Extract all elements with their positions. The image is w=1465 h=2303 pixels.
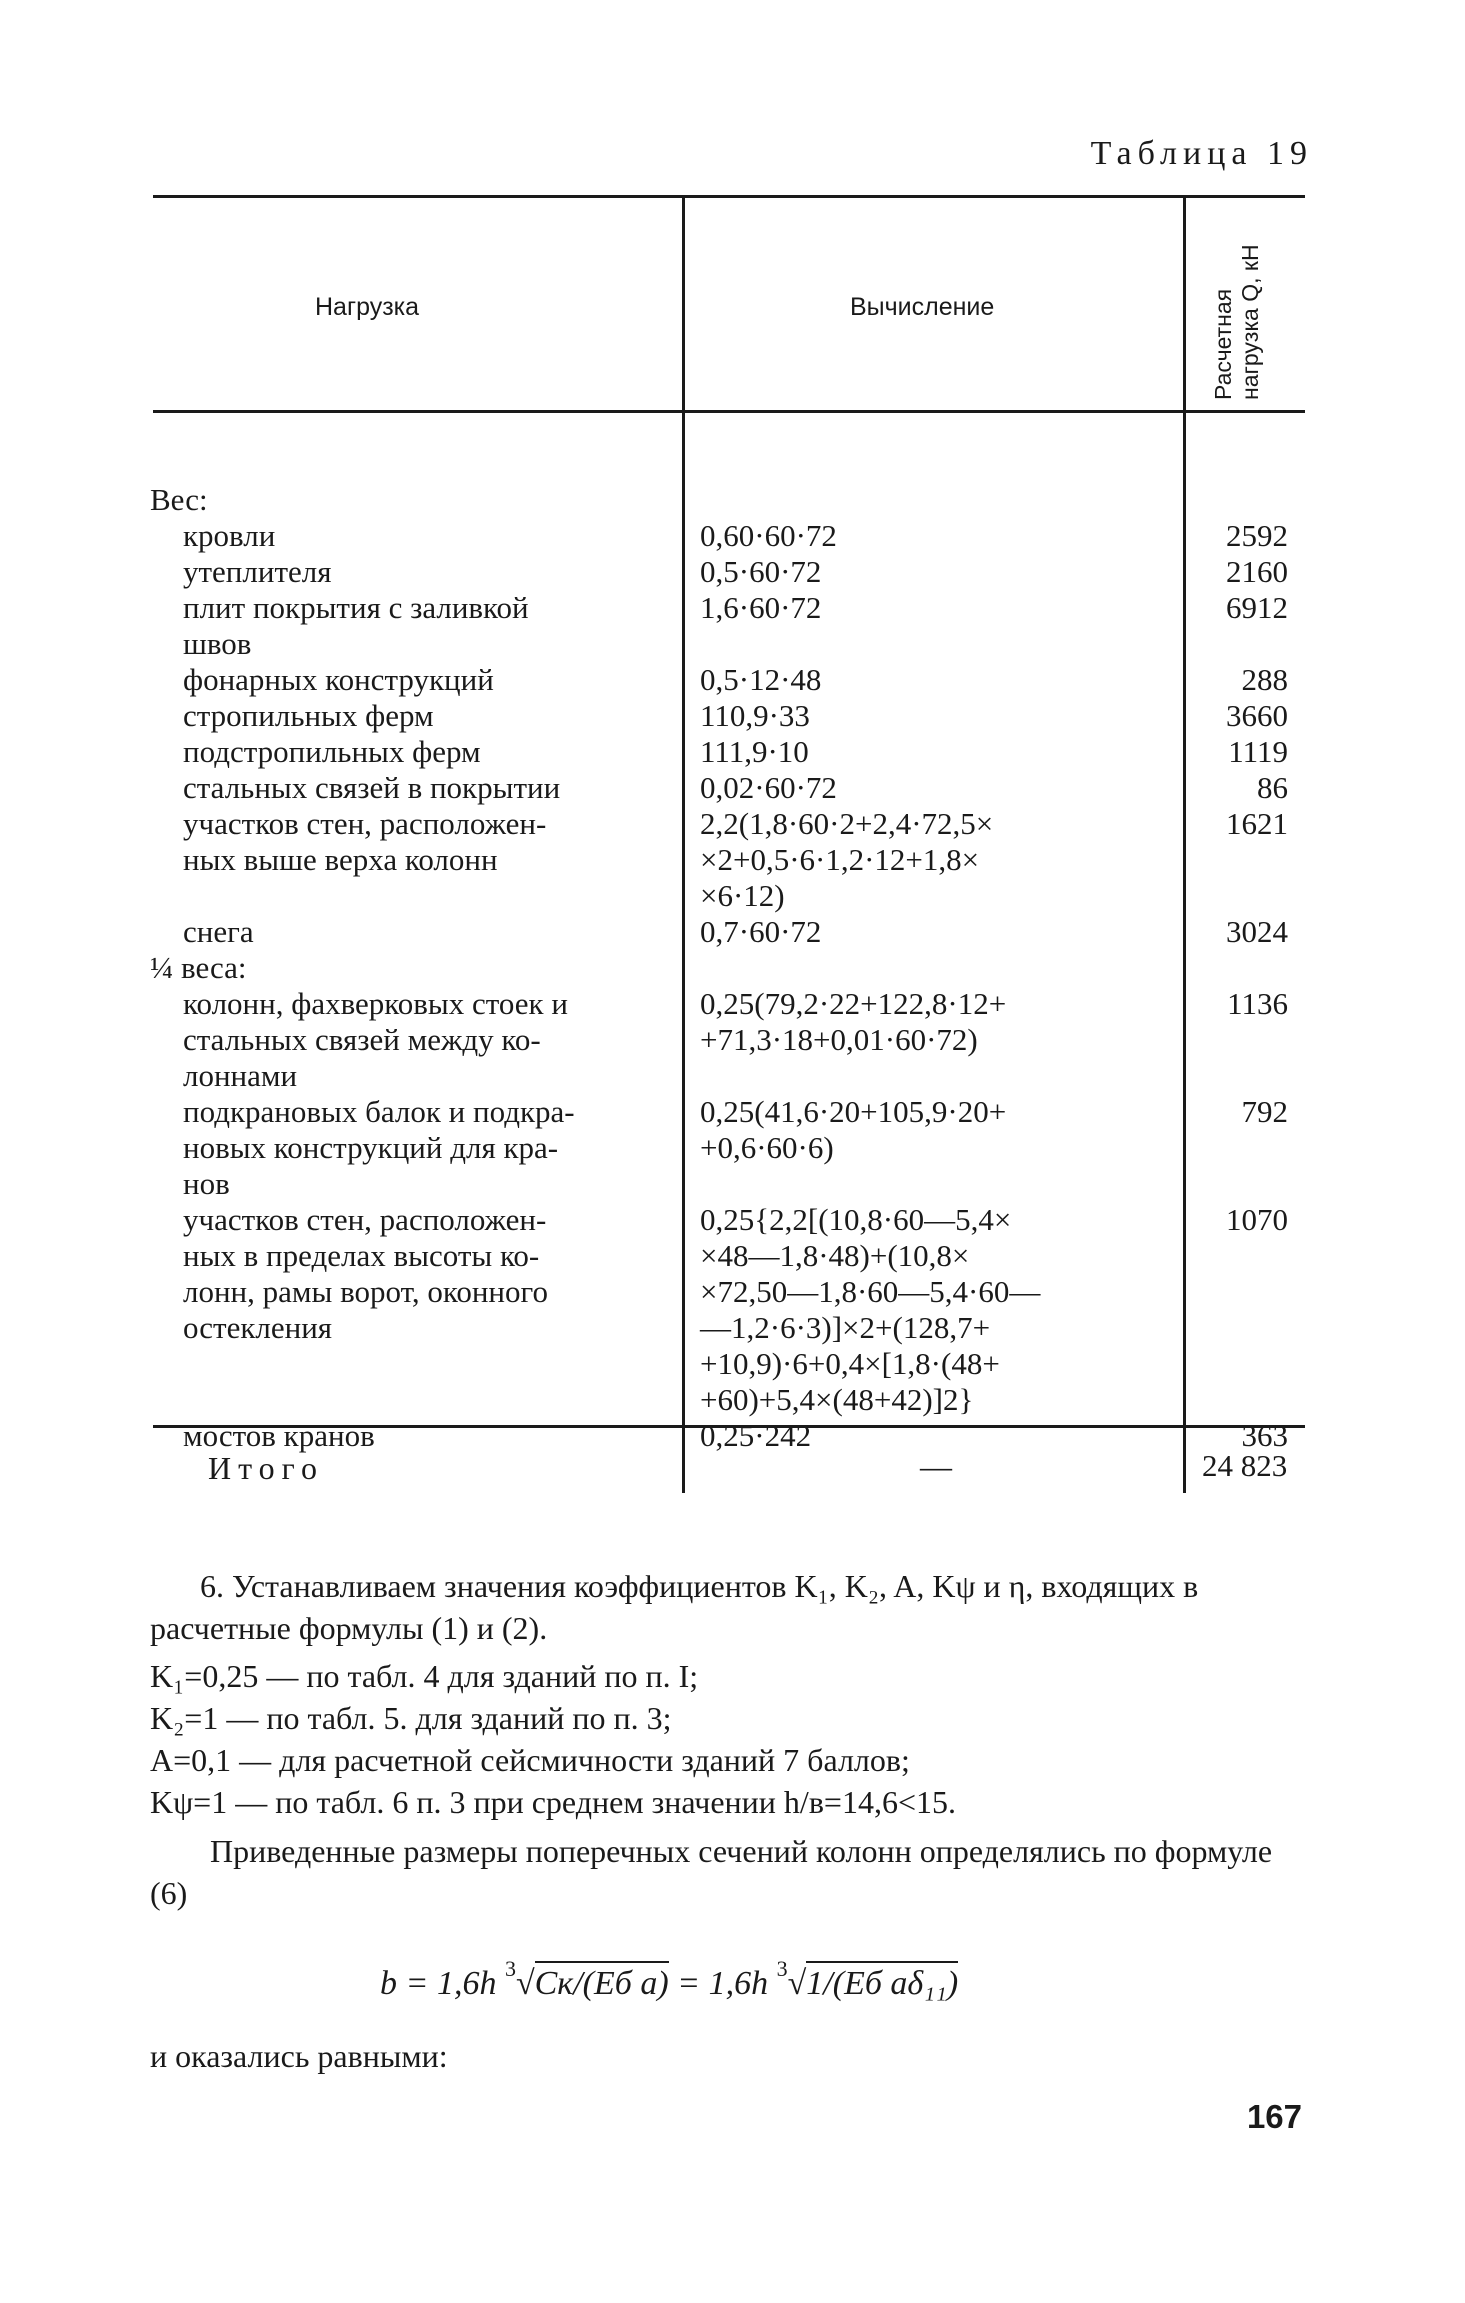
formula-6 <box>380 1956 959 2003</box>
row-value: 288 <box>1241 662 1288 697</box>
total-calculation: — <box>920 1448 952 1484</box>
paragraph-kpsi: Kψ=1 — по табл. 6 п. 3 при среднем значении h/в=14,6<15. <box>150 1784 957 1820</box>
page-number: 167 <box>1246 2098 1302 2135</box>
table-caption: Таблица 19 <box>1090 135 1313 172</box>
row-value: 1136 <box>1227 986 1288 1021</box>
formula-middle: = 1,6h <box>677 1965 769 2002</box>
row-value: 3024 <box>1226 914 1288 949</box>
table-row <box>0 770 1465 806</box>
total-value: 24 823 <box>1202 1448 1288 1483</box>
header-load: Нагрузка <box>315 293 420 321</box>
paragraph-sections: Приведенные размеры поперечных сечений колонн определялись по формуле (6) <box>150 1833 1273 1911</box>
radicand-2: 1/(Eб aδ₁₁) <box>806 1961 958 2002</box>
root-index-2: 3 <box>776 1956 788 1981</box>
table-row <box>0 950 1465 986</box>
table-row <box>0 1094 1465 1202</box>
row-calculation: 0,25·242 <box>700 1418 812 1453</box>
table-row <box>0 590 1465 662</box>
row-value: 3660 <box>1226 698 1288 733</box>
paragraph-k2: K₂=1 — по табл. 5. для зданий по п. 3; <box>150 1700 672 1736</box>
row-load: утеплителя <box>183 554 332 589</box>
row-calculation: 0,5·12·48 <box>700 662 822 697</box>
radical-sign-2: √ <box>787 1965 807 2002</box>
radical-sign-1: √ <box>515 1965 535 2002</box>
row-load: снега <box>183 914 254 949</box>
row-load: участков стен, расположен- ных в пределах высоты ко- лонн, рамы ворот, оконного остекления <box>183 1202 548 1345</box>
table-row <box>0 662 1465 698</box>
row-value: 86 <box>1257 770 1288 805</box>
row-load: подкрановых балок и подкра- новых конструкций для кра- нов <box>183 1094 575 1201</box>
row-calculation: 0,25(79,2·22+122,8·12+ +71,3·18+0,01·60·72) <box>700 986 1007 1057</box>
header-design-load: Расчетная нагрузка Q, кН <box>1210 244 1263 400</box>
table-row <box>0 518 1465 554</box>
closing-text: и оказались равными: <box>150 2038 448 2074</box>
row-calculation: 0,7·60·72 <box>700 914 822 949</box>
row-load: стропильных ферм <box>183 698 434 733</box>
row-load: кровли <box>183 518 276 553</box>
paragraph-k1: K₁=0,25 — по табл. 4 для зданий по п. I; <box>150 1658 699 1694</box>
row-value: 6912 <box>1226 590 1288 625</box>
row-load: Вес: <box>150 482 208 517</box>
row-calculation: 0,25(41,6·20+105,9·20+ +0,6·60·6) <box>700 1094 1007 1165</box>
row-calculation: 0,5·60·72 <box>700 554 822 589</box>
table-row <box>0 554 1465 590</box>
row-load: стальных связей в покрытии <box>183 770 561 805</box>
row-load: участков стен, расположен- ных выше верха колонн <box>183 806 547 877</box>
table-row <box>0 1202 1465 1418</box>
row-value: 1070 <box>1226 1202 1288 1237</box>
row-value: 363 <box>1241 1418 1288 1453</box>
table-row <box>0 482 1465 518</box>
paragraph-a: A=0,1 — для расчетной сейсмичности зданий 7 баллов; <box>150 1742 910 1778</box>
radicand-1: Cк/(Eб a) <box>535 1961 669 2002</box>
table-body <box>0 482 1465 1454</box>
row-calculation: 110,9·33 <box>700 698 810 733</box>
header-calculation: Вычисление <box>850 293 995 321</box>
row-load: фонарных конструкций <box>183 662 494 697</box>
formula-left: b = 1,6h <box>380 1965 497 2002</box>
row-calculation: 1,6·60·72 <box>700 590 822 625</box>
root-index-1: 3 <box>504 1956 516 1981</box>
table-row <box>0 734 1465 770</box>
row-value: 792 <box>1241 1094 1288 1129</box>
row-calculation: 0,60·60·72 <box>700 518 837 553</box>
row-value: 1621 <box>1226 806 1288 841</box>
row-calculation: 2,2(1,8·60·2+2,4·72,5× ×2+0,5·6·1,2·12+1,8× ×6·12) <box>700 806 994 913</box>
table-row <box>0 806 1465 914</box>
row-load: плит покрытия с заливкой швов <box>183 590 529 661</box>
table-row <box>0 698 1465 734</box>
row-value: 1119 <box>1228 734 1288 769</box>
row-value: 2592 <box>1226 518 1288 553</box>
row-load: подстропильных ферм <box>183 734 481 769</box>
table-header-rule <box>153 410 1305 413</box>
table-row <box>0 914 1465 950</box>
row-calculation: 0,02·60·72 <box>700 770 837 805</box>
total-label: Итого <box>208 1450 324 1486</box>
row-load: колонн, фахверковых стоек и стальных связей между ко- лоннами <box>183 986 568 1093</box>
paragraph-coefficients: 6. Устанавливаем значения коэффициентов K₁, K₂, A, Kψ и η, входящих в расчетные формулы (1) и (2). <box>150 1568 1199 1646</box>
table-top-rule <box>153 195 1305 198</box>
row-load: ¼ веса: <box>150 950 247 985</box>
row-load: мостов кранов <box>183 1418 375 1453</box>
row-value: 2160 <box>1226 554 1288 589</box>
table-row <box>0 986 1465 1094</box>
row-calculation: 111,9·10 <box>700 734 809 769</box>
row-calculation: 0,25{2,2[(10,8·60—5,4× ×48—1,8·48)+(10,8× ×72,50—1,8·60—5,4·60— —1,2·6·3)]×2+(128,7+ +10,9)·6+0,4×[1,8·(48+ +60)+5,4×(48+42)]2} <box>700 1202 1041 1417</box>
